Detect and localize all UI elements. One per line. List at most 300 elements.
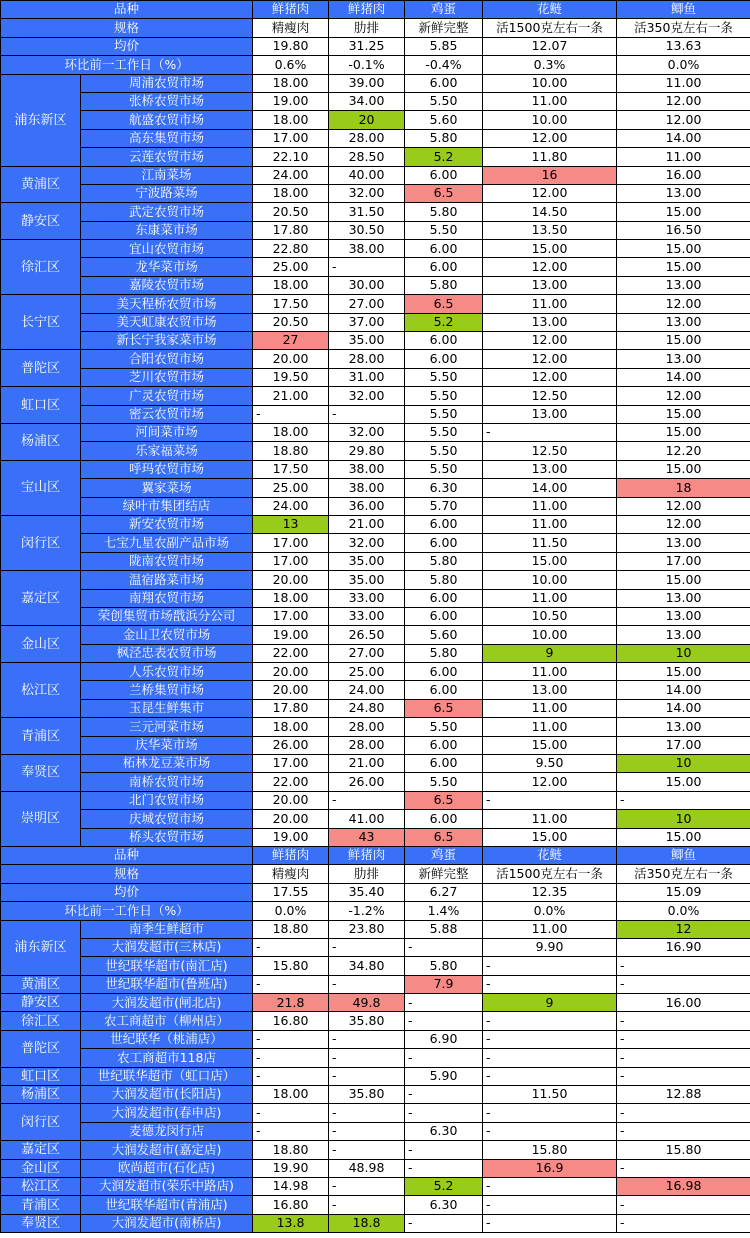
price-cell: 16.80 <box>253 1012 329 1030</box>
price-cell: 11.00 <box>483 92 617 110</box>
price-cell: 5.50 <box>405 405 483 423</box>
header-spec: 规格 <box>1 865 253 883</box>
table-row <box>1 387 750 405</box>
price-cell: 13.00 <box>617 184 750 202</box>
price-cell: 6.00 <box>405 755 483 773</box>
change-row <box>1 902 750 920</box>
market-name: 兰桥集贸市场 <box>81 681 253 699</box>
price-cell: 18 <box>617 479 750 497</box>
price-cell: - <box>405 1012 483 1030</box>
price-cell: - <box>405 1104 483 1122</box>
table-row <box>1 626 750 644</box>
price-cell: 17.50 <box>253 460 329 478</box>
price-cell: 13 <box>253 515 329 533</box>
price-cell: 31.00 <box>329 368 405 386</box>
price-cell: 6.00 <box>405 607 483 625</box>
price-cell: 43 <box>329 828 405 846</box>
average-label: 均价 <box>1 883 253 901</box>
price-cell: - <box>329 405 405 423</box>
price-cell: - <box>405 1086 483 1104</box>
price-cell: 6.30 <box>405 479 483 497</box>
price-cell: 5.80 <box>405 203 483 221</box>
market-name: 广灵农贸市场 <box>81 387 253 405</box>
change-label: 环比前一工作日（%） <box>1 56 253 74</box>
price-cell: 20.00 <box>253 791 329 809</box>
price-cell: - <box>329 1141 405 1159</box>
district-label: 青浦区 <box>1 718 81 755</box>
table-row <box>1 295 750 313</box>
table-row <box>1 111 750 129</box>
price-cell: 12.00 <box>483 350 617 368</box>
price-cell: - <box>329 258 405 276</box>
change-value: -0.4% <box>405 56 483 74</box>
price-cell: 28.50 <box>329 148 405 166</box>
district-label: 嘉定区 <box>1 1141 81 1159</box>
price-cell: 12.50 <box>483 387 617 405</box>
price-cell: - <box>483 1104 617 1122</box>
district-label: 松江区 <box>1 1178 81 1196</box>
price-cell: 17.00 <box>253 552 329 570</box>
price-cell: - <box>483 791 617 809</box>
price-cell: 18.00 <box>253 184 329 202</box>
price-cell: 20.50 <box>253 313 329 331</box>
table-row <box>1 920 750 938</box>
district-label: 奉贤区 <box>1 1214 81 1232</box>
price-cell: 6.00 <box>405 589 483 607</box>
price-cell: 15.00 <box>617 258 750 276</box>
price-cell: 11.00 <box>483 810 617 828</box>
price-cell: 10.00 <box>483 111 617 129</box>
price-cell: - <box>617 975 750 993</box>
price-cell: 10.00 <box>483 626 617 644</box>
table-row <box>1 166 750 184</box>
market-name: 玉昆生鲜集市 <box>81 699 253 717</box>
price-cell: 15.00 <box>617 203 750 221</box>
price-cell: 14.98 <box>253 1178 329 1196</box>
price-cell: 16.90 <box>617 938 750 956</box>
price-cell: - <box>483 1178 617 1196</box>
price-cell: 11.00 <box>483 920 617 938</box>
price-cell: 10.00 <box>483 74 617 92</box>
price-cell: - <box>617 1049 750 1067</box>
table-row <box>1 994 750 1012</box>
market-name: 高东集贸市场 <box>81 129 253 147</box>
price-cell: 11.00 <box>483 718 617 736</box>
average-value: 31.25 <box>329 37 405 55</box>
price-cell: 6.00 <box>405 515 483 533</box>
price-cell: 25.00 <box>253 258 329 276</box>
price-cell: 13.00 <box>617 589 750 607</box>
price-cell: - <box>405 994 483 1012</box>
header-spec-cell: 活350克左右一条 <box>617 865 750 883</box>
price-cell: 18.00 <box>253 1086 329 1104</box>
market-name: 大润发超市(南桥店) <box>81 1214 253 1232</box>
price-cell: 15.00 <box>617 663 750 681</box>
average-value: 6.27 <box>405 883 483 901</box>
price-cell: 5.90 <box>405 1067 483 1085</box>
table-row <box>1 957 750 975</box>
price-cell: 25.00 <box>329 663 405 681</box>
price-cell: 12.50 <box>483 442 617 460</box>
district-label: 金山区 <box>1 1159 81 1177</box>
price-cell: 11.00 <box>483 589 617 607</box>
price-cell: - <box>483 1122 617 1140</box>
price-cell: 5.60 <box>405 111 483 129</box>
price-cell: 14.00 <box>617 129 750 147</box>
price-cell: 6.00 <box>405 663 483 681</box>
header-variety: 品种 <box>1 1 253 19</box>
table-row <box>1 718 750 736</box>
price-cell: - <box>617 1067 750 1085</box>
market-name: 柘林龙豆菜市场 <box>81 755 253 773</box>
market-name: 大润发超市(荣乐中路店) <box>81 1178 253 1196</box>
price-cell: 13.00 <box>483 405 617 423</box>
average-value: 15.09 <box>617 883 750 901</box>
price-cell: 37.00 <box>329 313 405 331</box>
price-cell: 13.00 <box>617 534 750 552</box>
district-label: 徐汇区 <box>1 1012 81 1030</box>
price-cell: 21.00 <box>329 755 405 773</box>
header-spec-cell: 新鲜完整 <box>405 865 483 883</box>
price-cell: 5.80 <box>405 571 483 589</box>
change-label: 环比前一工作日（%） <box>1 902 253 920</box>
market-name: 绿叶市集团结店 <box>81 497 253 515</box>
table-row <box>1 479 750 497</box>
market-name: 嘉陵农贸市场 <box>81 276 253 294</box>
market-name: 美天程桥农贸市场 <box>81 295 253 313</box>
price-cell: 11.50 <box>483 534 617 552</box>
average-row <box>1 37 750 55</box>
district-label: 闵行区 <box>1 515 81 570</box>
price-cell: - <box>253 938 329 956</box>
district-label: 虹口区 <box>1 1067 81 1085</box>
header-variety-cell: 鸡蛋 <box>405 1 483 19</box>
header-variety-cell: 鲜猪肉 <box>253 1 329 19</box>
price-cell: 16.00 <box>617 994 750 1012</box>
price-cell: 36.00 <box>329 497 405 515</box>
price-cell: - <box>253 1122 329 1140</box>
price-cell: 11.00 <box>483 515 617 533</box>
market-name: 世纪联华超市（虹口店） <box>81 1067 253 1085</box>
price-cell: 5.80 <box>405 276 483 294</box>
district-label: 宝山区 <box>1 460 81 515</box>
table-row <box>1 1122 750 1140</box>
district-label: 普陀区 <box>1 1030 81 1067</box>
market-name: 南桥农贸市场 <box>81 773 253 791</box>
price-cell: 13.00 <box>483 681 617 699</box>
price-cell: - <box>329 1104 405 1122</box>
table-row <box>1 74 750 92</box>
price-cell: 10.50 <box>483 607 617 625</box>
average-value: 19.80 <box>253 37 329 55</box>
market-name: 大润发超市(嘉定店) <box>81 1141 253 1159</box>
price-cell: 15.00 <box>617 460 750 478</box>
market-name: 翼家菜场 <box>81 479 253 497</box>
price-cell: - <box>253 1049 329 1067</box>
price-cell: 6.00 <box>405 810 483 828</box>
market-name: 荣创集贸市场戬浜分公司 <box>81 607 253 625</box>
market-name: 农工商超市118店 <box>81 1049 253 1067</box>
price-cell: 16.80 <box>253 1196 329 1214</box>
market-name: 欧尚超市(石化店) <box>81 1159 253 1177</box>
price-cell: 6.90 <box>405 1030 483 1048</box>
price-cell: 17.00 <box>253 129 329 147</box>
header-variety-cell: 鲫鱼 <box>617 846 750 864</box>
price-cell: 26.00 <box>329 773 405 791</box>
market-name: 周浦农贸市场 <box>81 74 253 92</box>
price-cell: - <box>329 1067 405 1085</box>
table-row <box>1 552 750 570</box>
table-row <box>1 148 750 166</box>
header-spec-cell: 肋排 <box>329 865 405 883</box>
price-cell: 35.80 <box>329 1086 405 1104</box>
price-cell: - <box>617 1030 750 1048</box>
price-cell: 5.2 <box>405 148 483 166</box>
change-value: -1.2% <box>329 902 405 920</box>
price-cell: 35.00 <box>329 332 405 350</box>
market-name: 新长宁我家菜市场 <box>81 332 253 350</box>
market-name: 麦德龙闵行店 <box>81 1122 253 1140</box>
market-name: 龙华菜市场 <box>81 258 253 276</box>
table-row <box>1 1067 750 1085</box>
header-spec-cell: 新鲜完整 <box>405 19 483 37</box>
price-cell: 18.80 <box>253 1141 329 1159</box>
market-name: 云莲农贸市场 <box>81 148 253 166</box>
price-cell: 24.00 <box>253 166 329 184</box>
header-row-variety <box>1 1 750 19</box>
table-row <box>1 1141 750 1159</box>
market-name: 合阳农贸市场 <box>81 350 253 368</box>
table-row <box>1 276 750 294</box>
price-cell: - <box>617 1214 750 1232</box>
market-name: 密云农贸市场 <box>81 405 253 423</box>
price-cell: 5.50 <box>405 221 483 239</box>
price-cell: 5.50 <box>405 773 483 791</box>
district-label: 嘉定区 <box>1 571 81 626</box>
price-cell: 15.00 <box>617 332 750 350</box>
average-label: 均价 <box>1 37 253 55</box>
price-cell: - <box>253 1104 329 1122</box>
price-cell: 12.00 <box>483 773 617 791</box>
price-cell: 6.5 <box>405 828 483 846</box>
price-cell: 18.8 <box>329 1214 405 1232</box>
price-cell: 11.50 <box>483 1086 617 1104</box>
change-value: 0.0% <box>483 902 617 920</box>
header-spec: 规格 <box>1 19 253 37</box>
price-cell: 6.00 <box>405 736 483 754</box>
price-cell: 13.00 <box>617 276 750 294</box>
price-cell: 23.80 <box>329 920 405 938</box>
price-cell: 20.00 <box>253 681 329 699</box>
table-row <box>1 773 750 791</box>
market-name: 大润发超市(三林店) <box>81 938 253 956</box>
change-row <box>1 56 750 74</box>
price-cell: 6.5 <box>405 295 483 313</box>
price-cell: 20.00 <box>253 810 329 828</box>
price-cell: 12.88 <box>617 1086 750 1104</box>
price-cell: 13.00 <box>617 313 750 331</box>
market-name: 河间菜市场 <box>81 423 253 441</box>
price-cell: 11.00 <box>483 699 617 717</box>
district-label: 静安区 <box>1 994 81 1012</box>
header-variety-cell: 花鲢 <box>483 1 617 19</box>
table-row <box>1 332 750 350</box>
price-cell: - <box>483 1214 617 1232</box>
table-row <box>1 534 750 552</box>
district-label: 杨浦区 <box>1 423 81 460</box>
change-value: 0.0% <box>253 902 329 920</box>
price-cell: 11.00 <box>483 295 617 313</box>
header-row-spec <box>1 19 750 37</box>
price-cell: 22.00 <box>253 644 329 662</box>
table-row <box>1 755 750 773</box>
price-cell: 48.98 <box>329 1159 405 1177</box>
price-cell: 17.00 <box>617 736 750 754</box>
price-cell: 21.00 <box>329 515 405 533</box>
market-name: 南翔农贸市场 <box>81 589 253 607</box>
header-spec-cell: 肋排 <box>329 19 405 37</box>
price-cell: 14.00 <box>483 479 617 497</box>
price-cell: 5.50 <box>405 387 483 405</box>
price-cell: 19.00 <box>253 828 329 846</box>
price-cell: 19.50 <box>253 368 329 386</box>
price-cell: 5.2 <box>405 313 483 331</box>
price-cell: 18.00 <box>253 111 329 129</box>
price-cell: 28.00 <box>329 129 405 147</box>
price-cell: 35.80 <box>329 1012 405 1030</box>
price-cell: 6.5 <box>405 791 483 809</box>
price-cell: 32.00 <box>329 387 405 405</box>
district-label: 浦东新区 <box>1 920 81 975</box>
price-cell: 13.00 <box>483 460 617 478</box>
price-cell: 11.00 <box>483 497 617 515</box>
market-name: 新安农贸市场 <box>81 515 253 533</box>
price-cell: 9.50 <box>483 755 617 773</box>
price-cell: 18.00 <box>253 718 329 736</box>
table-row <box>1 663 750 681</box>
district-label: 闵行区 <box>1 1104 81 1141</box>
price-cell: 5.80 <box>405 129 483 147</box>
price-cell: 18.80 <box>253 920 329 938</box>
table-row <box>1 405 750 423</box>
price-cell: 12.20 <box>617 442 750 460</box>
price-cell: - <box>483 1012 617 1030</box>
market-name: 庆华菜市场 <box>81 736 253 754</box>
price-cell: 26.00 <box>253 736 329 754</box>
district-label: 徐汇区 <box>1 240 81 295</box>
table-row <box>1 368 750 386</box>
price-cell: 14.00 <box>617 368 750 386</box>
market-name: 芝川农贸市场 <box>81 368 253 386</box>
table-row <box>1 975 750 993</box>
table-row <box>1 1049 750 1067</box>
price-cell: - <box>253 1030 329 1048</box>
price-cell: 15.00 <box>617 240 750 258</box>
change-value: 0.0% <box>617 902 750 920</box>
price-cell: 11.00 <box>483 663 617 681</box>
price-cell: 13.00 <box>483 276 617 294</box>
district-label: 黄浦区 <box>1 166 81 203</box>
price-cell: 10 <box>617 810 750 828</box>
market-name: 呼玛农贸市场 <box>81 460 253 478</box>
district-label: 黄浦区 <box>1 975 81 993</box>
market-name: 宜山农贸市场 <box>81 240 253 258</box>
table-row <box>1 442 750 460</box>
price-cell: 16 <box>483 166 617 184</box>
price-cell: - <box>617 1196 750 1214</box>
price-cell: 11.00 <box>617 74 750 92</box>
table-row <box>1 828 750 846</box>
price-cell: 16.00 <box>617 166 750 184</box>
price-cell: - <box>483 1067 617 1085</box>
price-cell: 13.00 <box>617 626 750 644</box>
market-name: 大润发超市(长阳店) <box>81 1086 253 1104</box>
header-variety-cell: 鸡蛋 <box>405 846 483 864</box>
price-cell: 27.00 <box>329 295 405 313</box>
price-cell: 12.00 <box>617 497 750 515</box>
price-cell: 27 <box>253 332 329 350</box>
table-row <box>1 1196 750 1214</box>
price-cell: - <box>483 1196 617 1214</box>
header-variety-cell: 花鲢 <box>483 846 617 864</box>
change-value: 1.4% <box>405 902 483 920</box>
price-cell: 12.00 <box>483 184 617 202</box>
price-cell: 40.00 <box>329 166 405 184</box>
price-cell: 33.00 <box>329 589 405 607</box>
price-cell: 5.80 <box>405 552 483 570</box>
market-name: 金山卫农贸市场 <box>81 626 253 644</box>
price-cell: 12.00 <box>483 258 617 276</box>
price-cell: - <box>483 423 617 441</box>
district-label: 青浦区 <box>1 1196 81 1214</box>
average-value: 13.63 <box>617 37 750 55</box>
header-variety-cell: 鲜猪肉 <box>253 846 329 864</box>
price-cell: 17.00 <box>253 755 329 773</box>
market-name: 世纪联华（桃浦店） <box>81 1030 253 1048</box>
price-cell: 6.00 <box>405 166 483 184</box>
district-label: 长宁区 <box>1 295 81 350</box>
table-row <box>1 497 750 515</box>
price-cell: 22.10 <box>253 148 329 166</box>
price-cell: 22.80 <box>253 240 329 258</box>
price-cell: 14.00 <box>617 681 750 699</box>
district-label: 普陀区 <box>1 350 81 387</box>
market-name: 东康菜市场 <box>81 221 253 239</box>
change-value: 0.0% <box>617 56 750 74</box>
price-cell: 18.00 <box>253 74 329 92</box>
price-cell: 5.80 <box>405 644 483 662</box>
header-variety-cell: 鲫鱼 <box>617 1 750 19</box>
price-cell: 34.00 <box>329 92 405 110</box>
average-value: 5.85 <box>405 37 483 55</box>
price-cell: 30.00 <box>329 276 405 294</box>
price-cell: 5.50 <box>405 718 483 736</box>
price-cell: 12.00 <box>617 92 750 110</box>
price-cell: 15.00 <box>617 773 750 791</box>
header-variety-cell: 鲜猪肉 <box>329 846 405 864</box>
price-cell: - <box>483 957 617 975</box>
price-cell: 5.50 <box>405 423 483 441</box>
price-cell: 12.00 <box>483 332 617 350</box>
header-variety-cell: 鲜猪肉 <box>329 1 405 19</box>
average-value: 35.40 <box>329 883 405 901</box>
market-name: 七宝九星农副产品市场 <box>81 534 253 552</box>
price-cell: 12.00 <box>617 295 750 313</box>
table-row <box>1 810 750 828</box>
price-cell: 35.00 <box>329 571 405 589</box>
price-cell: 22.00 <box>253 773 329 791</box>
price-cell: 17.50 <box>253 295 329 313</box>
